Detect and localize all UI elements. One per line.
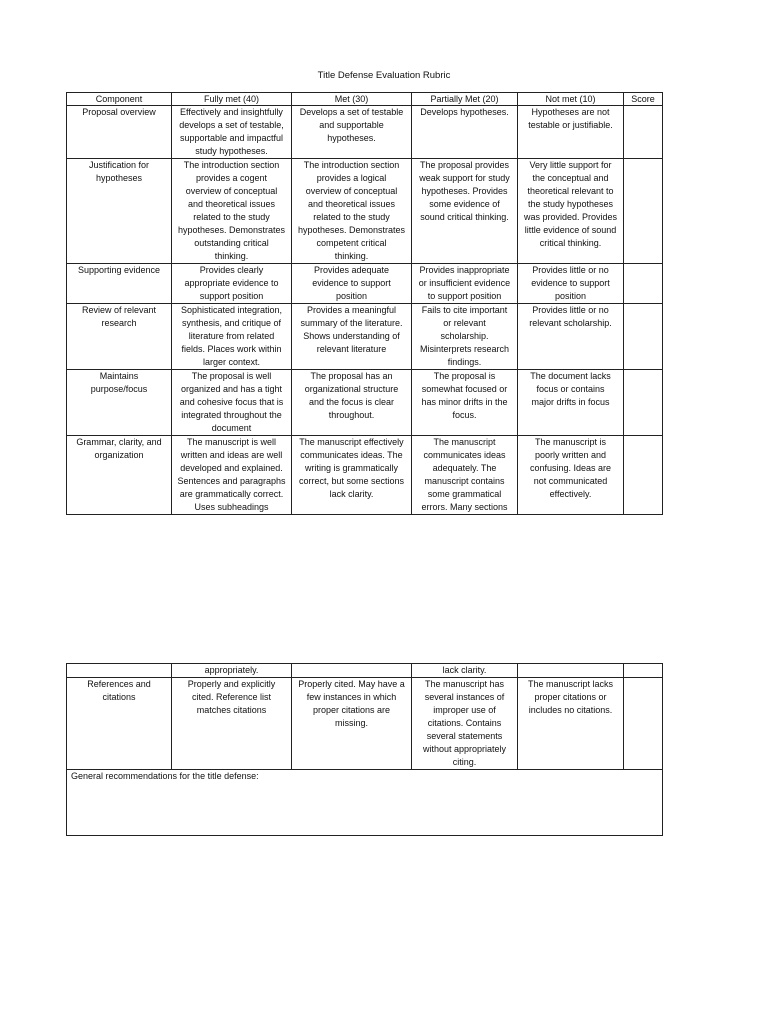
component-cell: Grammar, clarity, and organization — [67, 436, 172, 515]
row-review-of-research — [67, 304, 663, 370]
rubric-table-continued — [66, 663, 663, 836]
not-met-cell: Provides little or no relevant scholarship. — [518, 304, 624, 370]
continuation-row — [67, 664, 663, 678]
met-cell: Provides adequate evidence to support position — [292, 264, 412, 304]
partially-met-cell: Develops hypotheses. — [412, 106, 518, 159]
component-cell: Supporting evidence — [67, 264, 172, 304]
score-cell[interactable] — [624, 106, 663, 159]
not-met-cell — [518, 664, 624, 678]
score-cell[interactable] — [624, 159, 663, 264]
not-met-cell: Very little support for the conceptual and theoretical relevant to the study hypotheses was provided. Provides little evidence of sound critical thinking. — [518, 159, 624, 264]
met-cell: Develops a set of testable and supportable hypotheses. — [292, 106, 412, 159]
partially-met-cell: The manuscript communicates ideas adequately. The manuscript contains some grammatical errors. Many sections — [412, 436, 518, 515]
met-cell: The proposal has an organizational structure and the focus is clear throughout. — [292, 370, 412, 436]
header-partially-met: Partially Met (20) — [412, 93, 518, 106]
row-purpose-focus — [67, 370, 663, 436]
fully-met-cell: The introduction section provides a cogent overview of conceptual and theoretical issues related to the study hypotheses. Demonstrates outstanding critical thinking. — [172, 159, 292, 264]
not-met-cell: Hypotheses are not testable or justifiable. — [518, 106, 624, 159]
page-title: Title Defense Evaluation Rubric — [317, 70, 451, 81]
row-justification — [67, 159, 663, 264]
component-cell — [67, 664, 172, 678]
header-row — [67, 93, 663, 106]
header-component: Component — [67, 93, 172, 106]
partially-met-cell: The proposal provides weak support for study hypotheses. Provides some evidence of sound critical thinking. — [412, 159, 518, 264]
fully-met-cell: The manuscript is well written and ideas are well developed and explained. Sentences and paragraphs are grammatically correct. Uses subheadings — [172, 436, 292, 515]
partially-met-cell: The proposal is somewhat focused or has minor drifts in the focus. — [412, 370, 518, 436]
recommendations-row — [67, 770, 663, 836]
component-cell: References and citations — [67, 678, 172, 770]
fully-met-cell: Properly and explicitly cited. Reference list matches citations — [172, 678, 292, 770]
recommendations-field[interactable]: General recommendations for the title defense: — [67, 770, 663, 836]
met-cell: Properly cited. May have a few instances in which proper citations are missing. — [292, 678, 412, 770]
header-met: Met (30) — [292, 93, 412, 106]
met-cell — [292, 664, 412, 678]
met-cell: The manuscript effectively communicates ideas. The writing is grammatically correct, but some sections lack clarity. — [292, 436, 412, 515]
not-met-cell: The manuscript lacks proper citations or includes no citations. — [518, 678, 624, 770]
component-cell: Justification for hypotheses — [67, 159, 172, 264]
component-cell: Maintains purpose/focus — [67, 370, 172, 436]
component-cell: Review of relevant research — [67, 304, 172, 370]
not-met-cell: The manuscript is poorly written and confusing. Ideas are not communicated effectively. — [518, 436, 624, 515]
header-score: Score — [624, 93, 663, 106]
score-cell[interactable] — [624, 436, 663, 515]
partially-met-cell: lack clarity. — [412, 664, 518, 678]
fully-met-cell: Provides clearly appropriate evidence to support position — [172, 264, 292, 304]
fully-met-cell: Sophisticated integration, synthesis, and critique of literature from related fields. Places work within larger context. — [172, 304, 292, 370]
fully-met-cell: appropriately. — [172, 664, 292, 678]
not-met-cell: The document lacks focus or contains major drifts in focus — [518, 370, 624, 436]
row-grammar-clarity — [67, 436, 663, 515]
component-cell: Proposal overview — [67, 106, 172, 159]
met-cell: The introduction section provides a logical overview of conceptual and theoretical issues related to the study hypotheses. Demonstrates competent critical thinking. — [292, 159, 412, 264]
row-proposal-overview — [67, 106, 663, 159]
score-cell[interactable] — [624, 304, 663, 370]
row-supporting-evidence — [67, 264, 663, 304]
partially-met-cell: The manuscript has several instances of improper use of citations. Contains several statements without appropriately citing. — [412, 678, 518, 770]
header-not-met: Not met (10) — [518, 93, 624, 106]
partially-met-cell: Fails to cite important or relevant scholarship. Misinterprets research findings. — [412, 304, 518, 370]
partially-met-cell: Provides inappropriate or insufficient evidence to support position — [412, 264, 518, 304]
score-cell[interactable] — [624, 678, 663, 770]
header-fully-met: Fully met (40) — [172, 93, 292, 106]
not-met-cell: Provides little or no evidence to support position — [518, 264, 624, 304]
rubric-table — [66, 92, 663, 515]
met-cell: Provides a meaningful summary of the literature. Shows understanding of relevant literature — [292, 304, 412, 370]
fully-met-cell: Effectively and insightfully develops a set of testable, supportable and impactful study hypotheses. — [172, 106, 292, 159]
score-cell[interactable] — [624, 664, 663, 678]
row-references-citations — [67, 678, 663, 770]
score-cell[interactable] — [624, 370, 663, 436]
score-cell[interactable] — [624, 264, 663, 304]
fully-met-cell: The proposal is well organized and has a tight and cohesive focus that is integrated throughout the document — [172, 370, 292, 436]
